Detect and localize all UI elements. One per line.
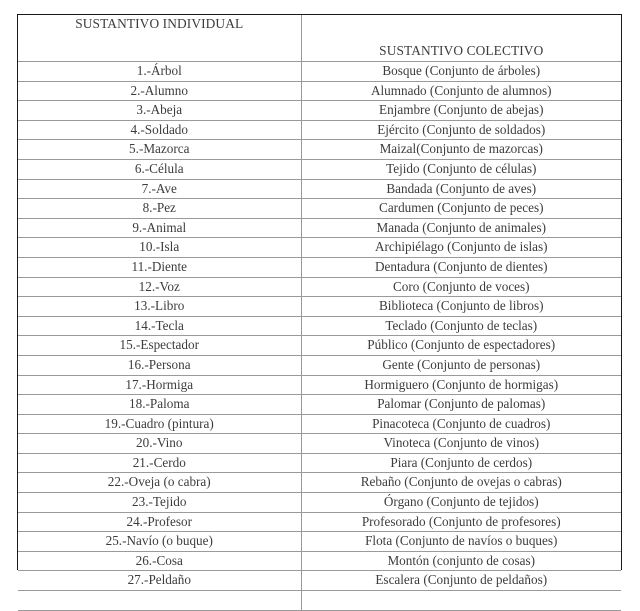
cell-individual-noun: 7.-Ave [18,179,301,199]
table-row [18,493,621,513]
cell-individual-noun [18,591,301,611]
cell-individual-noun: 5.-Mazorca [18,140,301,160]
table-row [18,277,621,297]
cell-individual-noun: 16.-Persona [18,355,301,375]
cell-collective-noun: Bosque (Conjunto de árboles) [301,62,621,82]
cell-individual-noun: 24.-Profesor [18,512,301,532]
cell-collective-noun: Rebaño (Conjunto de ovejas o cabras) [301,473,621,493]
cell-collective-noun: Ejército (Conjunto de soldados) [301,120,621,140]
cell-individual-noun: 27.-Peldaño [18,571,301,591]
cell-individual-noun: 13.-Libro [18,297,301,317]
table-body [18,15,621,610]
table-row-partial [18,591,621,611]
cell-individual-noun: 10.-Isla [18,238,301,258]
cell-individual-noun: 17.-Hormiga [18,375,301,395]
column-header-individual: SUSTANTIVO INDIVIDUAL [18,15,301,62]
cell-individual-noun: 6.-Célula [18,159,301,179]
table-row [18,120,621,140]
table-row [18,297,621,317]
cell-collective-noun: Público (Conjunto de espectadores) [301,336,621,356]
cell-individual-noun: 26.-Cosa [18,551,301,571]
cell-individual-noun: 19.-Cuadro (pintura) [18,414,301,434]
cell-collective-noun: Gente (Conjunto de personas) [301,355,621,375]
table-row [18,316,621,336]
table-row [18,473,621,493]
cell-collective-noun: Alumnado (Conjunto de alumnos) [301,81,621,101]
table-row [18,159,621,179]
table-row [18,512,621,532]
cell-collective-noun: Profesorado (Conjunto de profesores) [301,512,621,532]
cell-collective-noun: Vinoteca (Conjunto de vinos) [301,434,621,454]
cell-collective-noun: Archipiélago (Conjunto de islas) [301,238,621,258]
cell-collective-noun: Bandada (Conjunto de aves) [301,179,621,199]
table-row [18,140,621,160]
cell-collective-noun: Dentadura (Conjunto de dientes) [301,257,621,277]
cell-collective-noun: Cardumen (Conjunto de peces) [301,199,621,219]
cell-individual-noun: 1.-Árbol [18,62,301,82]
table-row [18,434,621,454]
noun-table-container [17,14,622,588]
cell-individual-noun: 25.-Navío (o buque) [18,532,301,552]
table-row [18,218,621,238]
cell-collective-noun: Pinacoteca (Conjunto de cuadros) [301,414,621,434]
table-row [18,395,621,415]
table-row [18,532,621,552]
cell-collective-noun: Piara (Conjunto de cerdos) [301,453,621,473]
cell-individual-noun: 4.-Soldado [18,120,301,140]
cell-collective-noun: Flota (Conjunto de navíos o buques) [301,532,621,552]
cell-individual-noun: 8.-Pez [18,199,301,219]
column-header-collective: SUSTANTIVO COLECTIVO [301,15,621,62]
cell-collective-noun [301,591,621,611]
cell-individual-noun: 14.-Tecla [18,316,301,336]
table-row [18,414,621,434]
table-row [18,453,621,473]
cell-individual-noun: 15.-Espectador [18,336,301,356]
cell-collective-noun: Órgano (Conjunto de tejidos) [301,493,621,513]
cell-collective-noun: Manada (Conjunto de animales) [301,218,621,238]
cell-individual-noun: 3.-Abeja [18,101,301,121]
cell-individual-noun: 23.-Tejido [18,493,301,513]
table-row [18,375,621,395]
cell-collective-noun: Enjambre (Conjunto de abejas) [301,101,621,121]
cell-collective-noun: Teclado (Conjunto de teclas) [301,316,621,336]
cell-collective-noun: Maizal(Conjunto de mazorcas) [301,140,621,160]
table-row [18,179,621,199]
cell-individual-noun: 9.-Animal [18,218,301,238]
table-row [18,551,621,571]
table-row [18,257,621,277]
table-row [18,101,621,121]
table-row [18,355,621,375]
cell-collective-noun: Escalera (Conjunto de peldaños) [301,571,621,591]
cell-individual-noun: 2.-Alumno [18,81,301,101]
cell-individual-noun: 11.-Diente [18,257,301,277]
cell-individual-noun: 18.-Paloma [18,395,301,415]
cell-collective-noun: Biblioteca (Conjunto de libros) [301,297,621,317]
individual-vs-collective-nouns-table [18,15,621,611]
table-row [18,336,621,356]
cell-collective-noun: Tejido (Conjunto de células) [301,159,621,179]
table-row [18,571,621,591]
cell-collective-noun: Palomar (Conjunto de palomas) [301,395,621,415]
table-row [18,81,621,101]
cell-individual-noun: 22.-Oveja (o cabra) [18,473,301,493]
cell-individual-noun: 12.-Voz [18,277,301,297]
table-row [18,238,621,258]
table-header-row [18,15,621,62]
table-row [18,62,621,82]
cell-collective-noun: Coro (Conjunto de voces) [301,277,621,297]
cell-individual-noun: 21.-Cerdo [18,453,301,473]
cell-collective-noun: Montón (conjunto de cosas) [301,551,621,571]
cell-collective-noun: Hormiguero (Conjunto de hormigas) [301,375,621,395]
cell-individual-noun: 20.-Vino [18,434,301,454]
table-row [18,199,621,219]
